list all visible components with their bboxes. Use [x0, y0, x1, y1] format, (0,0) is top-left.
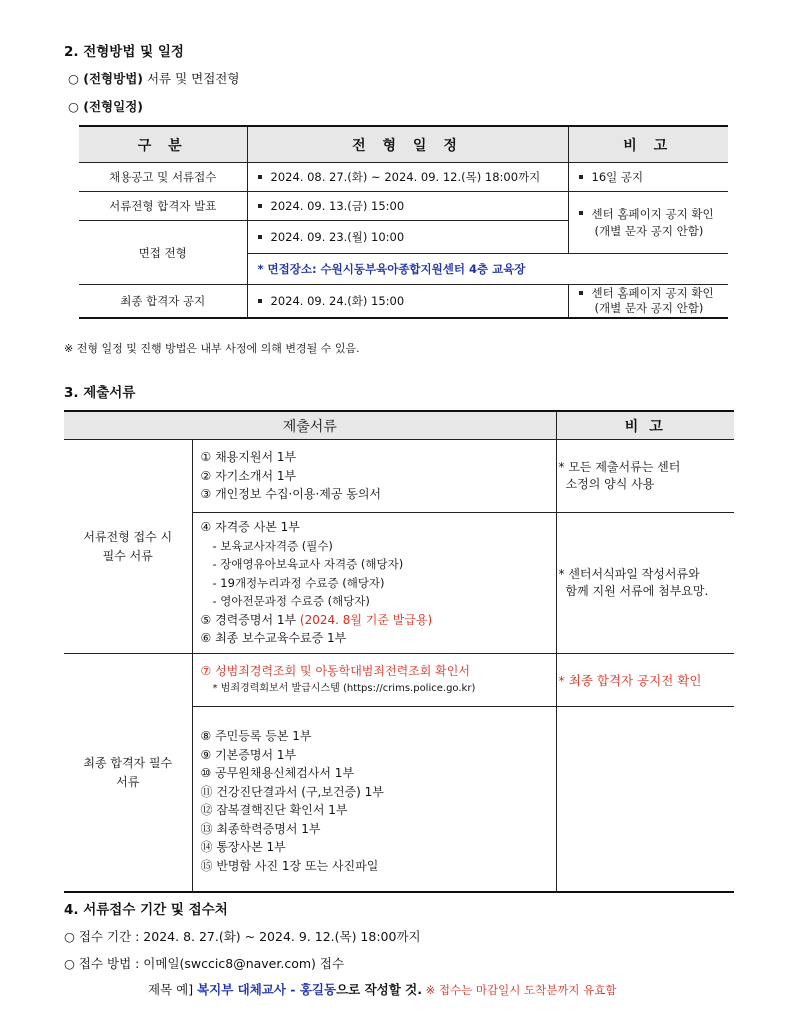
bullet-icon — [258, 175, 262, 179]
header-note: 비 고 — [556, 411, 734, 440]
row-category: 최종 합격자 공지 — [79, 285, 247, 319]
subject-example: 복지부 대체교사 - 홍길동 — [197, 982, 337, 997]
group1-category: 서류전형 접수 시 필수 서류 — [64, 440, 192, 654]
table-row — [79, 163, 728, 192]
method-label: ○ (전형방법) — [68, 71, 143, 86]
list-item: ① 채용지원서 1부 — [200, 450, 297, 465]
list-item: - 영아전문과정 수료증 (해당자) — [212, 594, 370, 609]
group2-note-d — [556, 707, 734, 893]
list-item: - 19개정누리과정 수료증 (해당자) — [212, 575, 385, 590]
group1-docs-a — [192, 440, 556, 513]
group1-note-b: * 센터서식파일 작성서류와 함께 지원 서류에 첨부요망. — [556, 513, 734, 654]
bullet-icon — [579, 211, 583, 215]
group1-docs-b — [192, 513, 556, 654]
method-line — [68, 69, 239, 87]
list-item: ③ 개인정보 수집·이용·제공 동의서 — [200, 487, 382, 502]
schedule-line — [68, 97, 143, 115]
header-category: 구 분 — [79, 126, 247, 163]
schedule-table-header — [79, 126, 728, 163]
group2-docs-c — [192, 654, 556, 707]
group1-note-a: * 모든 제출서류는 센터 소정의 양식 사용 — [556, 440, 734, 513]
row-date: 2024. 09. 13.(금) 15:00 — [247, 192, 568, 221]
list-item: ⑨ 기본증명서 1부 — [200, 747, 297, 762]
table-row — [64, 440, 734, 513]
method-value: 서류 및 면접전형 — [143, 71, 240, 86]
bullet-icon — [579, 291, 583, 295]
documents-table-header — [64, 411, 734, 440]
row-date: 2024. 09. 23.(월) 10:00 — [247, 221, 568, 254]
section3-heading: 3. 제출서류 — [64, 385, 136, 401]
bullet-icon — [258, 235, 262, 239]
deadline-note: ※ 접수는 마감일시 도착분까지 유효함 — [421, 983, 617, 997]
table-row — [79, 285, 728, 319]
list-item: ⑭ 통장사본 1부 — [200, 840, 286, 854]
list-item: ⑫ 잠복결핵진단 확인서 1부 — [200, 803, 348, 817]
list-item: ⑮ 반명함 사진 1장 또는 사진파일 — [200, 858, 379, 873]
schedule-footnote: ※ 전형 일정 및 진행 방법은 내부 사정에 의해 변경될 수 있음. — [64, 342, 360, 355]
list-item: ⑥ 최종 보수교육수료증 1부 — [200, 631, 347, 646]
subject-example-line — [148, 980, 617, 998]
row-note-shared: 센터 홈페이지 공지 확인 (개별 문자 공지 안함) — [568, 192, 728, 254]
list-item: ⑪ 건강진단결과서 (구,보건증) 1부 — [200, 784, 384, 799]
submission-period: ○ 접수 기간 : 2024. 8. 27.(화) ~ 2024. 9. 12.(목) 18:00까지 — [64, 929, 421, 944]
list-item: ④ 자격증 사본 1부 — [200, 520, 300, 535]
interview-venue: * 면접장소: 수원시동부육아종합지원센터 4층 교육장 — [247, 254, 728, 285]
list-item: ② 자기소개서 1부 — [200, 468, 297, 483]
row-category: 채용공고 및 서류접수 — [79, 163, 247, 192]
list-item: * 범죄경력회보서 발급시스템 (https://crims.police.go.kr) — [212, 683, 476, 694]
documents-table — [64, 410, 734, 893]
list-item: ⑧ 주민등록 등본 1부 — [200, 729, 312, 743]
row-note: 16일 공지 — [568, 163, 728, 192]
list-item: ⑬ 최종학력증명서 1부 — [200, 821, 321, 836]
section2-heading: 2. 전형방법 및 일정 — [64, 44, 184, 60]
bullet-icon — [258, 204, 262, 208]
section4-heading: 4. 서류접수 기간 및 접수처 — [64, 902, 228, 918]
header-docs: 제출서류 — [64, 411, 556, 440]
row-date: 2024. 09. 24.(화) 15:00 — [247, 285, 568, 319]
row-category: 서류전형 합격자 발표 — [79, 192, 247, 221]
group2-docs-d — [192, 707, 556, 893]
list-item: ⑩ 공무원채용신체검사서 1부 — [200, 766, 355, 780]
table-row — [79, 192, 728, 221]
subject-suffix: 으로 작성할 것. — [336, 982, 422, 997]
row-date: 2024. 08. 27.(화) ~ 2024. 09. 12.(목) 18:00까지 — [247, 163, 568, 192]
header-note: 비 고 — [568, 126, 728, 163]
schedule-label: ○ (전형일정) — [68, 99, 143, 114]
row-category: 면접 전형 — [79, 221, 247, 285]
list-item: - 장애영유아보육교사 자격증 (해당자) — [212, 557, 404, 572]
list-item: ⑤ 경력증명서 1부 (2024. 8월 기준 발급용) — [200, 612, 433, 627]
row-note: 센터 홈페이지 공지 확인 (개별 문자 공지 안함) — [568, 285, 728, 319]
submission-method: ○ 접수 방법 : 이메일(swccic8@naver.com) 접수 — [64, 956, 345, 971]
table-row — [64, 654, 734, 707]
bullet-icon — [258, 299, 262, 303]
list-item: - 보육교사자격증 (필수) — [212, 538, 333, 553]
bullet-icon — [579, 175, 583, 179]
schedule-table — [79, 125, 728, 319]
list-item: ⑦ 성범죄경력조회 및 아동학대범죄전력조회 확인서 — [200, 663, 470, 678]
group2-category: 최종 합격자 필수 서류 — [64, 654, 192, 893]
header-schedule: 전 형 일 정 — [247, 126, 568, 163]
group2-note-c: * 최종 합격자 공지전 확인 — [556, 654, 734, 707]
subject-prefix: 제목 예] — [148, 982, 198, 997]
